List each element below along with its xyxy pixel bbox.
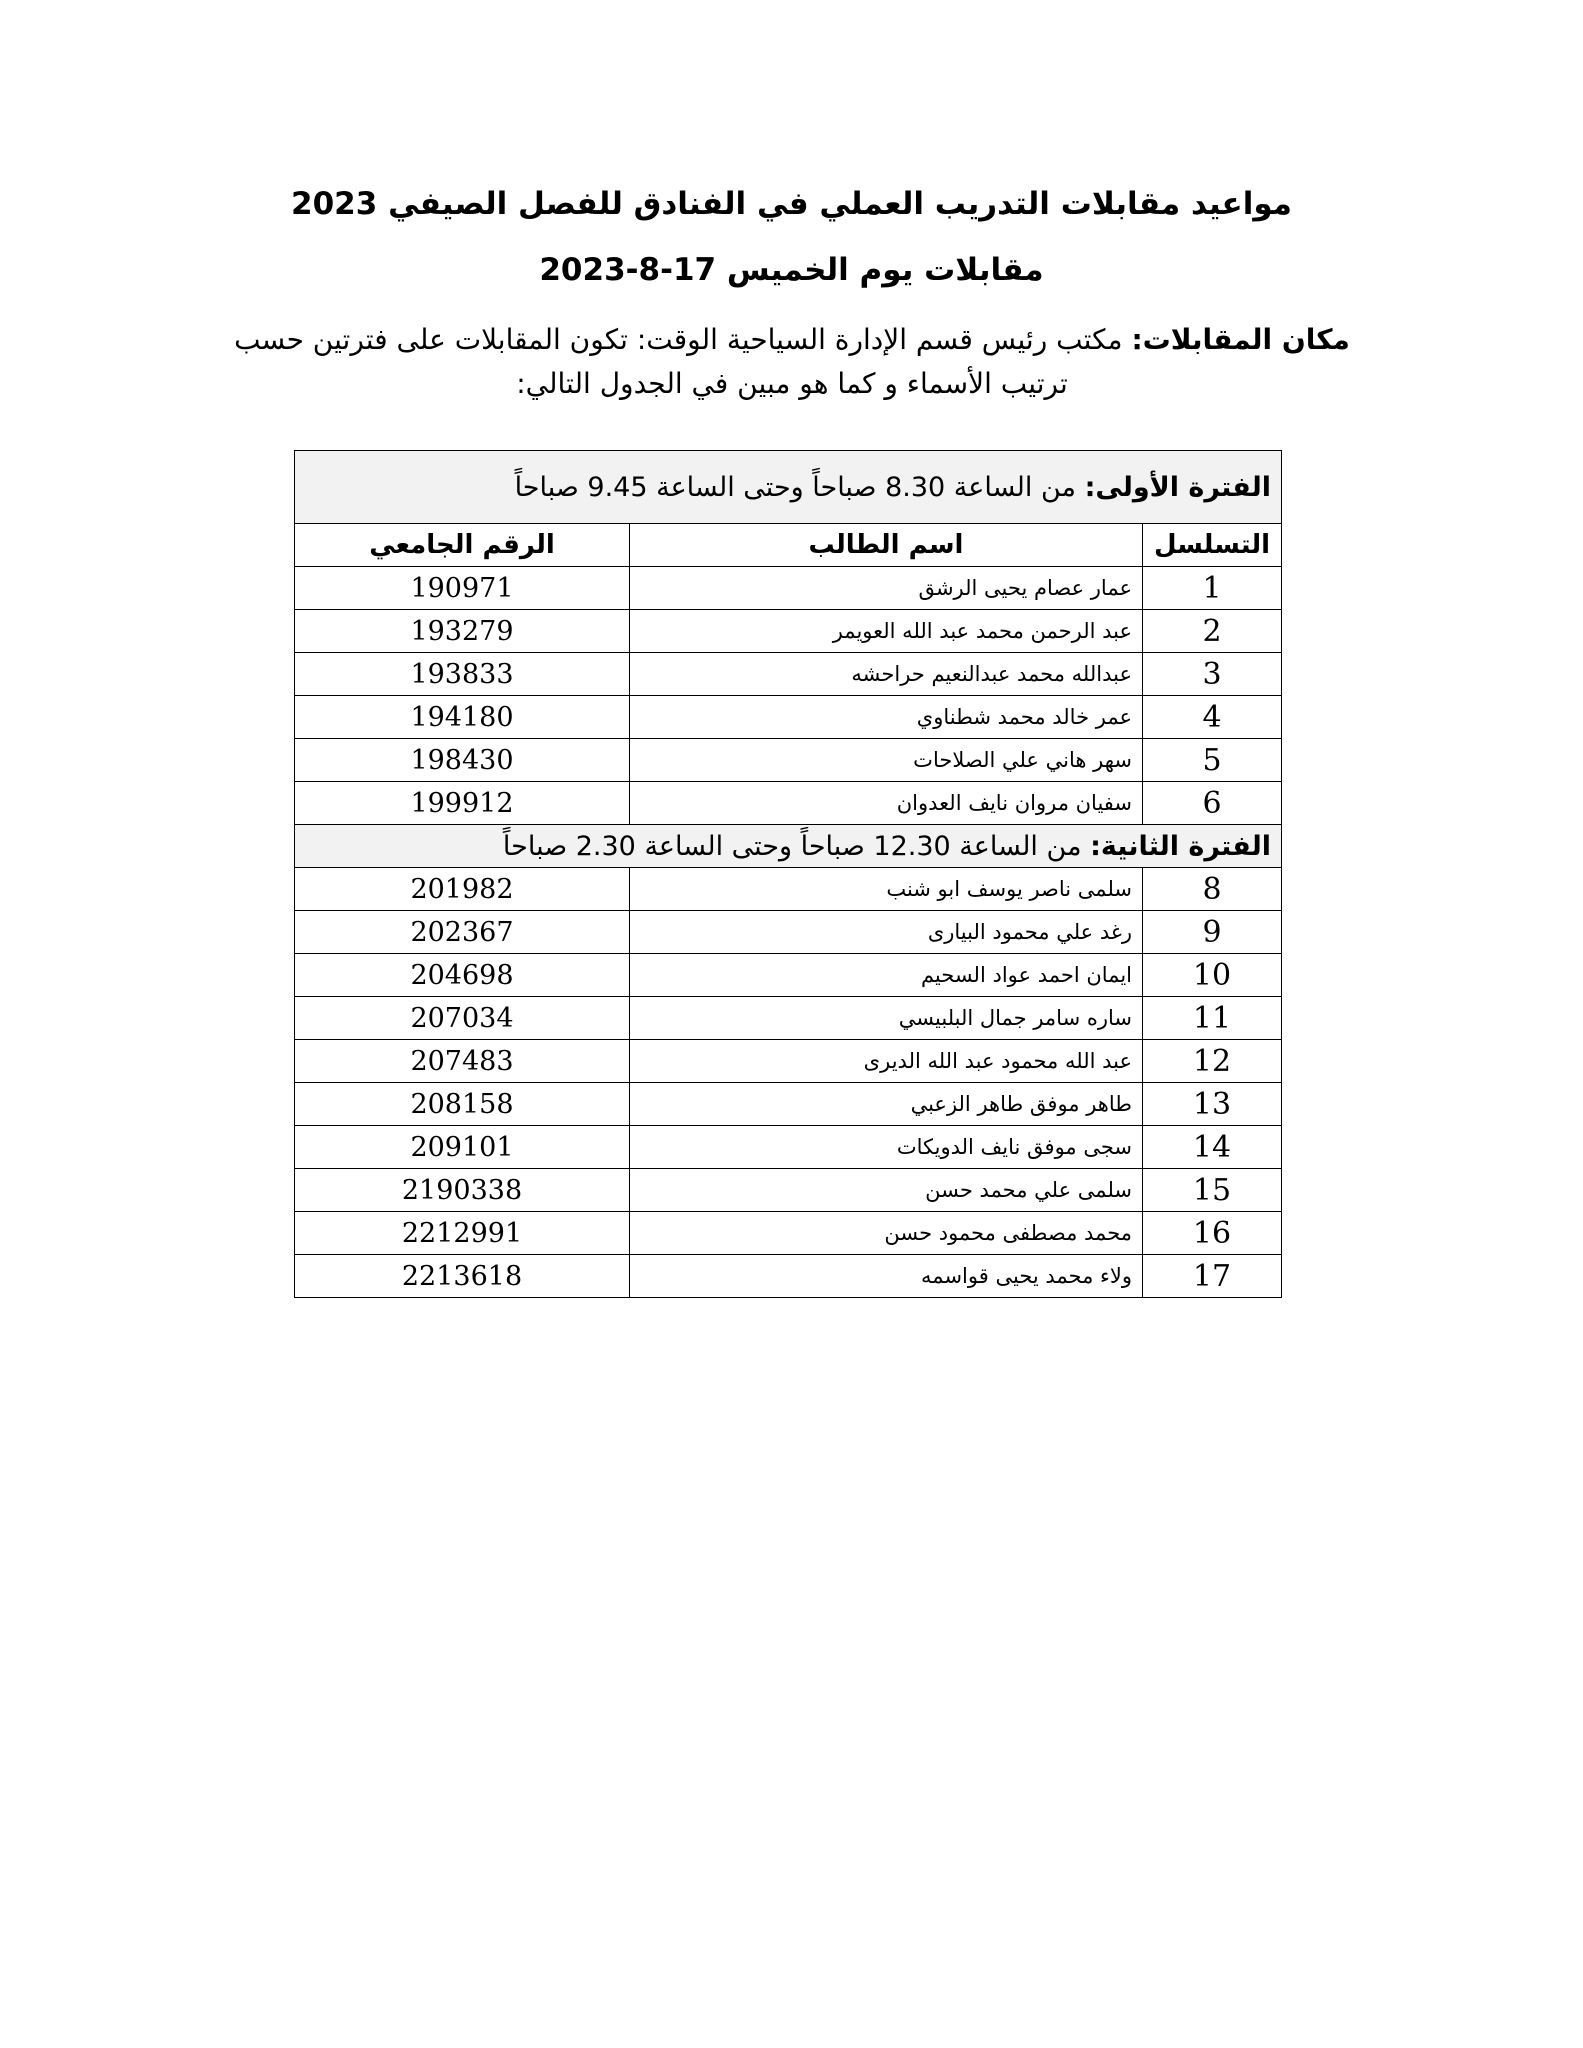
first-period-row: [295, 451, 1282, 524]
row-student-id: 199912: [295, 782, 630, 825]
row-seq: 13: [1143, 1083, 1282, 1126]
table-row: [295, 954, 1282, 997]
row-student-id: 201982: [295, 868, 630, 911]
row-student-id: 2213618: [295, 1255, 630, 1298]
row-seq: 10: [1143, 954, 1282, 997]
row-seq: 11: [1143, 997, 1282, 1040]
table-row: [295, 782, 1282, 825]
table-row: [295, 911, 1282, 954]
row-seq: 17: [1143, 1255, 1282, 1298]
row-student-id: 198430: [295, 739, 630, 782]
row-seq: 15: [1143, 1169, 1282, 1212]
table-row: [295, 696, 1282, 739]
second-period-row: [295, 825, 1282, 868]
row-student-id: 202367: [295, 911, 630, 954]
row-student-id: 208158: [295, 1083, 630, 1126]
table-header-row: [295, 524, 1282, 567]
document-title: مواعيد مقابلات التدريب العملي في الفنادق للفصل الصيفي 2023: [291, 186, 1292, 222]
row-seq: 4: [1143, 696, 1282, 739]
row-seq: 5: [1143, 739, 1282, 782]
table-row: [295, 739, 1282, 782]
table-row: [295, 1040, 1282, 1083]
row-seq: 1: [1143, 567, 1282, 610]
row-student-name: سهر هاني علي الصلاحات: [630, 739, 1143, 782]
row-seq: 2: [1143, 610, 1282, 653]
row-student-name: ايمان احمد عواد السحيم: [630, 954, 1143, 997]
document-subtitle: مقابلات يوم الخميس 17-8-2023: [539, 252, 1044, 288]
row-student-name: سجى موفق نايف الدويكات: [630, 1126, 1143, 1169]
table-row: [295, 653, 1282, 696]
intro-paragraph: [232, 318, 1352, 406]
row-seq: 14: [1143, 1126, 1282, 1169]
intro-label: مكان المقابلات:: [1131, 323, 1350, 356]
table-row: [295, 868, 1282, 911]
row-student-name: ولاء محمد يحيى قواسمه: [630, 1255, 1143, 1298]
row-student-id: 193279: [295, 610, 630, 653]
row-student-id: 190971: [295, 567, 630, 610]
row-student-id: 193833: [295, 653, 630, 696]
header-seq: التسلسل: [1143, 524, 1282, 567]
interview-schedule-table: [294, 450, 1282, 1298]
row-seq: 9: [1143, 911, 1282, 954]
row-student-name: طاهر موفق طاهر الزعبي: [630, 1083, 1143, 1126]
row-student-name: سلمى ناصر يوسف ابو شنب: [630, 868, 1143, 911]
first-period-time: من الساعة 8.30 صباحاً وحتى الساعة 9.45 صباحاً: [514, 471, 1077, 503]
row-seq: 3: [1143, 653, 1282, 696]
row-student-name: رغد علي محمود البيارى: [630, 911, 1143, 954]
table-row: [295, 997, 1282, 1040]
first-period-label: الفترة الأولى:: [1084, 471, 1271, 503]
row-student-name: سفيان مروان نايف العدوان: [630, 782, 1143, 825]
row-student-name: عبدالله محمد عبدالنعيم حراحشه: [630, 653, 1143, 696]
header-id: الرقم الجامعي: [295, 524, 630, 567]
row-student-id: 204698: [295, 954, 630, 997]
row-student-id: 209101: [295, 1126, 630, 1169]
table-row: [295, 1169, 1282, 1212]
table-row: [295, 1212, 1282, 1255]
table-row: [295, 610, 1282, 653]
header-name: اسم الطالب: [630, 524, 1143, 567]
table-row: [295, 1126, 1282, 1169]
row-seq: 6: [1143, 782, 1282, 825]
row-student-id: 2212991: [295, 1212, 630, 1255]
row-student-name: عمار عصام يحيى الرشق: [630, 567, 1143, 610]
second-period-time: من الساعة 12.30 صباحاً وحتى الساعة 2.30 صباحاً: [502, 830, 1082, 862]
second-period-label: الفترة الثانية:: [1090, 830, 1271, 862]
row-seq: 8: [1143, 868, 1282, 911]
row-student-id: 207034: [295, 997, 630, 1040]
row-student-name: ساره سامر جمال البلبيسي: [630, 997, 1143, 1040]
table-row: [295, 1255, 1282, 1298]
row-student-name: عمر خالد محمد شطناوي: [630, 696, 1143, 739]
first-period-cell: [295, 451, 1282, 524]
row-seq: 12: [1143, 1040, 1282, 1083]
row-student-name: عبد الرحمن محمد عبد الله العويمر: [630, 610, 1143, 653]
table-row: [295, 1083, 1282, 1126]
row-student-id: 2190338: [295, 1169, 630, 1212]
row-student-name: سلمى علي محمد حسن: [630, 1169, 1143, 1212]
row-student-id: 207483: [295, 1040, 630, 1083]
row-student-name: عبد الله محمود عبد الله الديرى: [630, 1040, 1143, 1083]
table-row: [295, 567, 1282, 610]
second-period-cell: [295, 825, 1282, 868]
row-student-id: 194180: [295, 696, 630, 739]
row-student-name: محمد مصطفى محمود حسن: [630, 1212, 1143, 1255]
row-seq: 16: [1143, 1212, 1282, 1255]
intro-text: مكتب رئيس قسم الإدارة السياحية الوقت: تكون المقابلات على فترتين حسب ترتيب الأسماء و كما هو مبين في الجدول التالي:: [234, 323, 1123, 400]
